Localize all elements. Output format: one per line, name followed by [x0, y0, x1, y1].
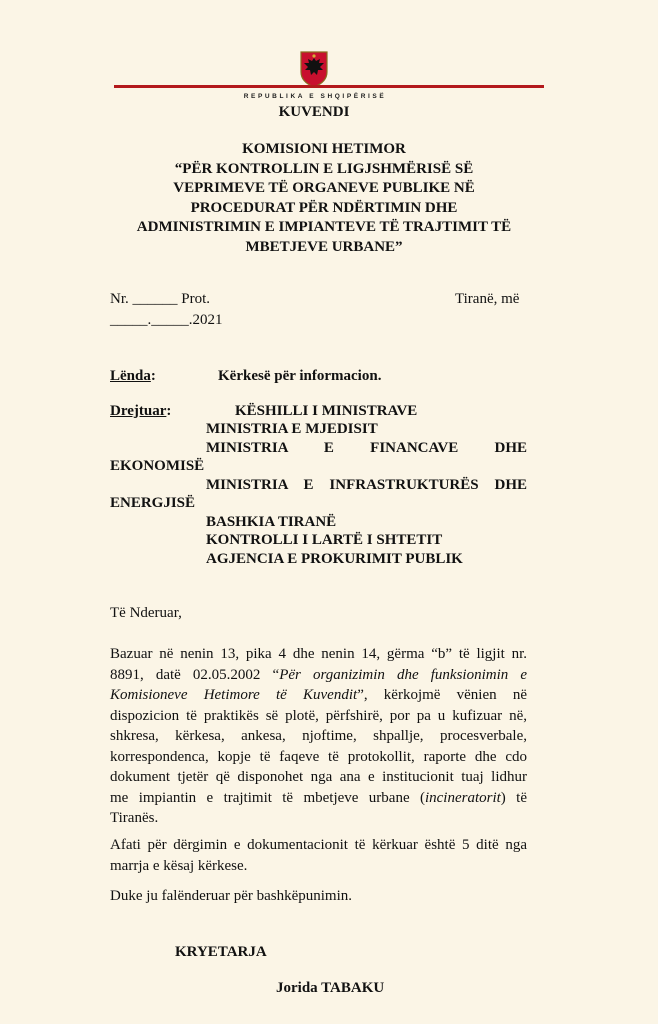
- paragraph-line: Afati për dërgimin e dokumentacionit të kërkuar është 5 ditë nga: [110, 837, 527, 853]
- addressee: KONTROLLI I LARTË I SHTETIT: [206, 532, 443, 548]
- signature-name: Jorida TABAKU: [276, 980, 385, 996]
- subject-colon: :: [150, 368, 156, 384]
- subject-value: Kërkesë për informacion.: [218, 368, 382, 384]
- salutation: Të Nderuar,: [110, 605, 182, 621]
- addressee: AGJENCIA E PROKURIMIT PUBLIK: [206, 551, 463, 567]
- committee-line: PROCEDURAT PËR NDËRTIMIN DHE: [190, 199, 458, 216]
- paragraph-line: shkresa, kërkesa, ankesa, njoftime, shpallje, procesverbale,: [110, 728, 527, 744]
- paragraph-line: korrespondenca, kopje të faqeve të protokollit, raporte dhe cdo: [110, 748, 527, 765]
- signature-title: KRYETARJA: [175, 944, 267, 960]
- committee-line: VEPRIMEVE TË ORGANEVE PUBLIKE NË: [173, 180, 475, 196]
- republic-label: REPUBLIKA E SHQIPËRISË: [243, 93, 387, 100]
- paragraph-line: dispozicion të praktikës së plotë, përfshirë, por pa u kufizuar në,: [110, 707, 527, 724]
- addressee: MINISTRIA E FINANCAVE DHE: [206, 440, 527, 456]
- paragraph-line: Komisioneve Hetimore të Kuvendit”, kërkojmë vënien në: [110, 687, 527, 703]
- place-date-label: Tiranë, më: [455, 291, 520, 307]
- date-blank: _____._____.2021: [110, 312, 223, 328]
- addressees-colon: :: [166, 403, 172, 419]
- paragraph-line: Bazuar në nenin 13, pika 4 dhe nenin 14, gërma “b” të ligjit nr.: [110, 646, 527, 662]
- deadline-paragraph: [110, 835, 527, 876]
- institution-title: KUVENDI: [278, 104, 350, 120]
- committee-line: ADMINISTRIMIN E IMPIANTEVE TË TRAJTIMIT TË: [136, 219, 512, 235]
- header-rule: [114, 85, 544, 88]
- addressee-continuation: EKONOMISË: [110, 458, 205, 474]
- committee-heading: [100, 140, 548, 257]
- body-paragraph: [110, 644, 527, 829]
- committee-line: MBETJEVE URBANE”: [245, 238, 403, 255]
- addressees-line: [110, 403, 171, 420]
- committee-line: “PËR KONTROLLIN E LIGJSHMËRISË SË: [174, 160, 474, 177]
- paragraph-line: me impiantin e trajtimit të mbetjeve urbane (incineratorit) të: [110, 789, 527, 806]
- committee-line: KOMISIONI HETIMOR: [242, 141, 406, 157]
- subject-label: Lënda: [110, 368, 151, 384]
- addressee: BASHKIA TIRANË: [206, 514, 337, 530]
- paragraph-line: marrja e kësaj kërkese.: [110, 857, 248, 874]
- protocol-number: Nr. ______ Prot.: [110, 291, 211, 307]
- paragraph-line: Tiranës.: [110, 810, 159, 826]
- paragraph-line: dokument tjetër që disponohet nga ana e institucionit tuaj lidhur: [110, 769, 527, 785]
- closing-sentence: Duke ju falënderuar për bashkëpunimin.: [110, 888, 352, 904]
- addressees-label: Drejtuar: [110, 403, 167, 419]
- subject-line: [110, 368, 156, 385]
- paragraph-line: 8891, datë 02.05.2002 “Për organizimin dhe funksionimin e: [110, 666, 527, 683]
- addressee: MINISTRIA E MJEDISIT: [206, 421, 378, 437]
- addressee: KËSHILLI I MINISTRAVE: [235, 403, 418, 419]
- addressee-continuation: ENERGJISË: [110, 495, 196, 511]
- albanian-eagle-emblem-icon: [299, 50, 329, 88]
- addressee: MINISTRIA E INFRASTRUKTURËS DHE: [206, 477, 527, 493]
